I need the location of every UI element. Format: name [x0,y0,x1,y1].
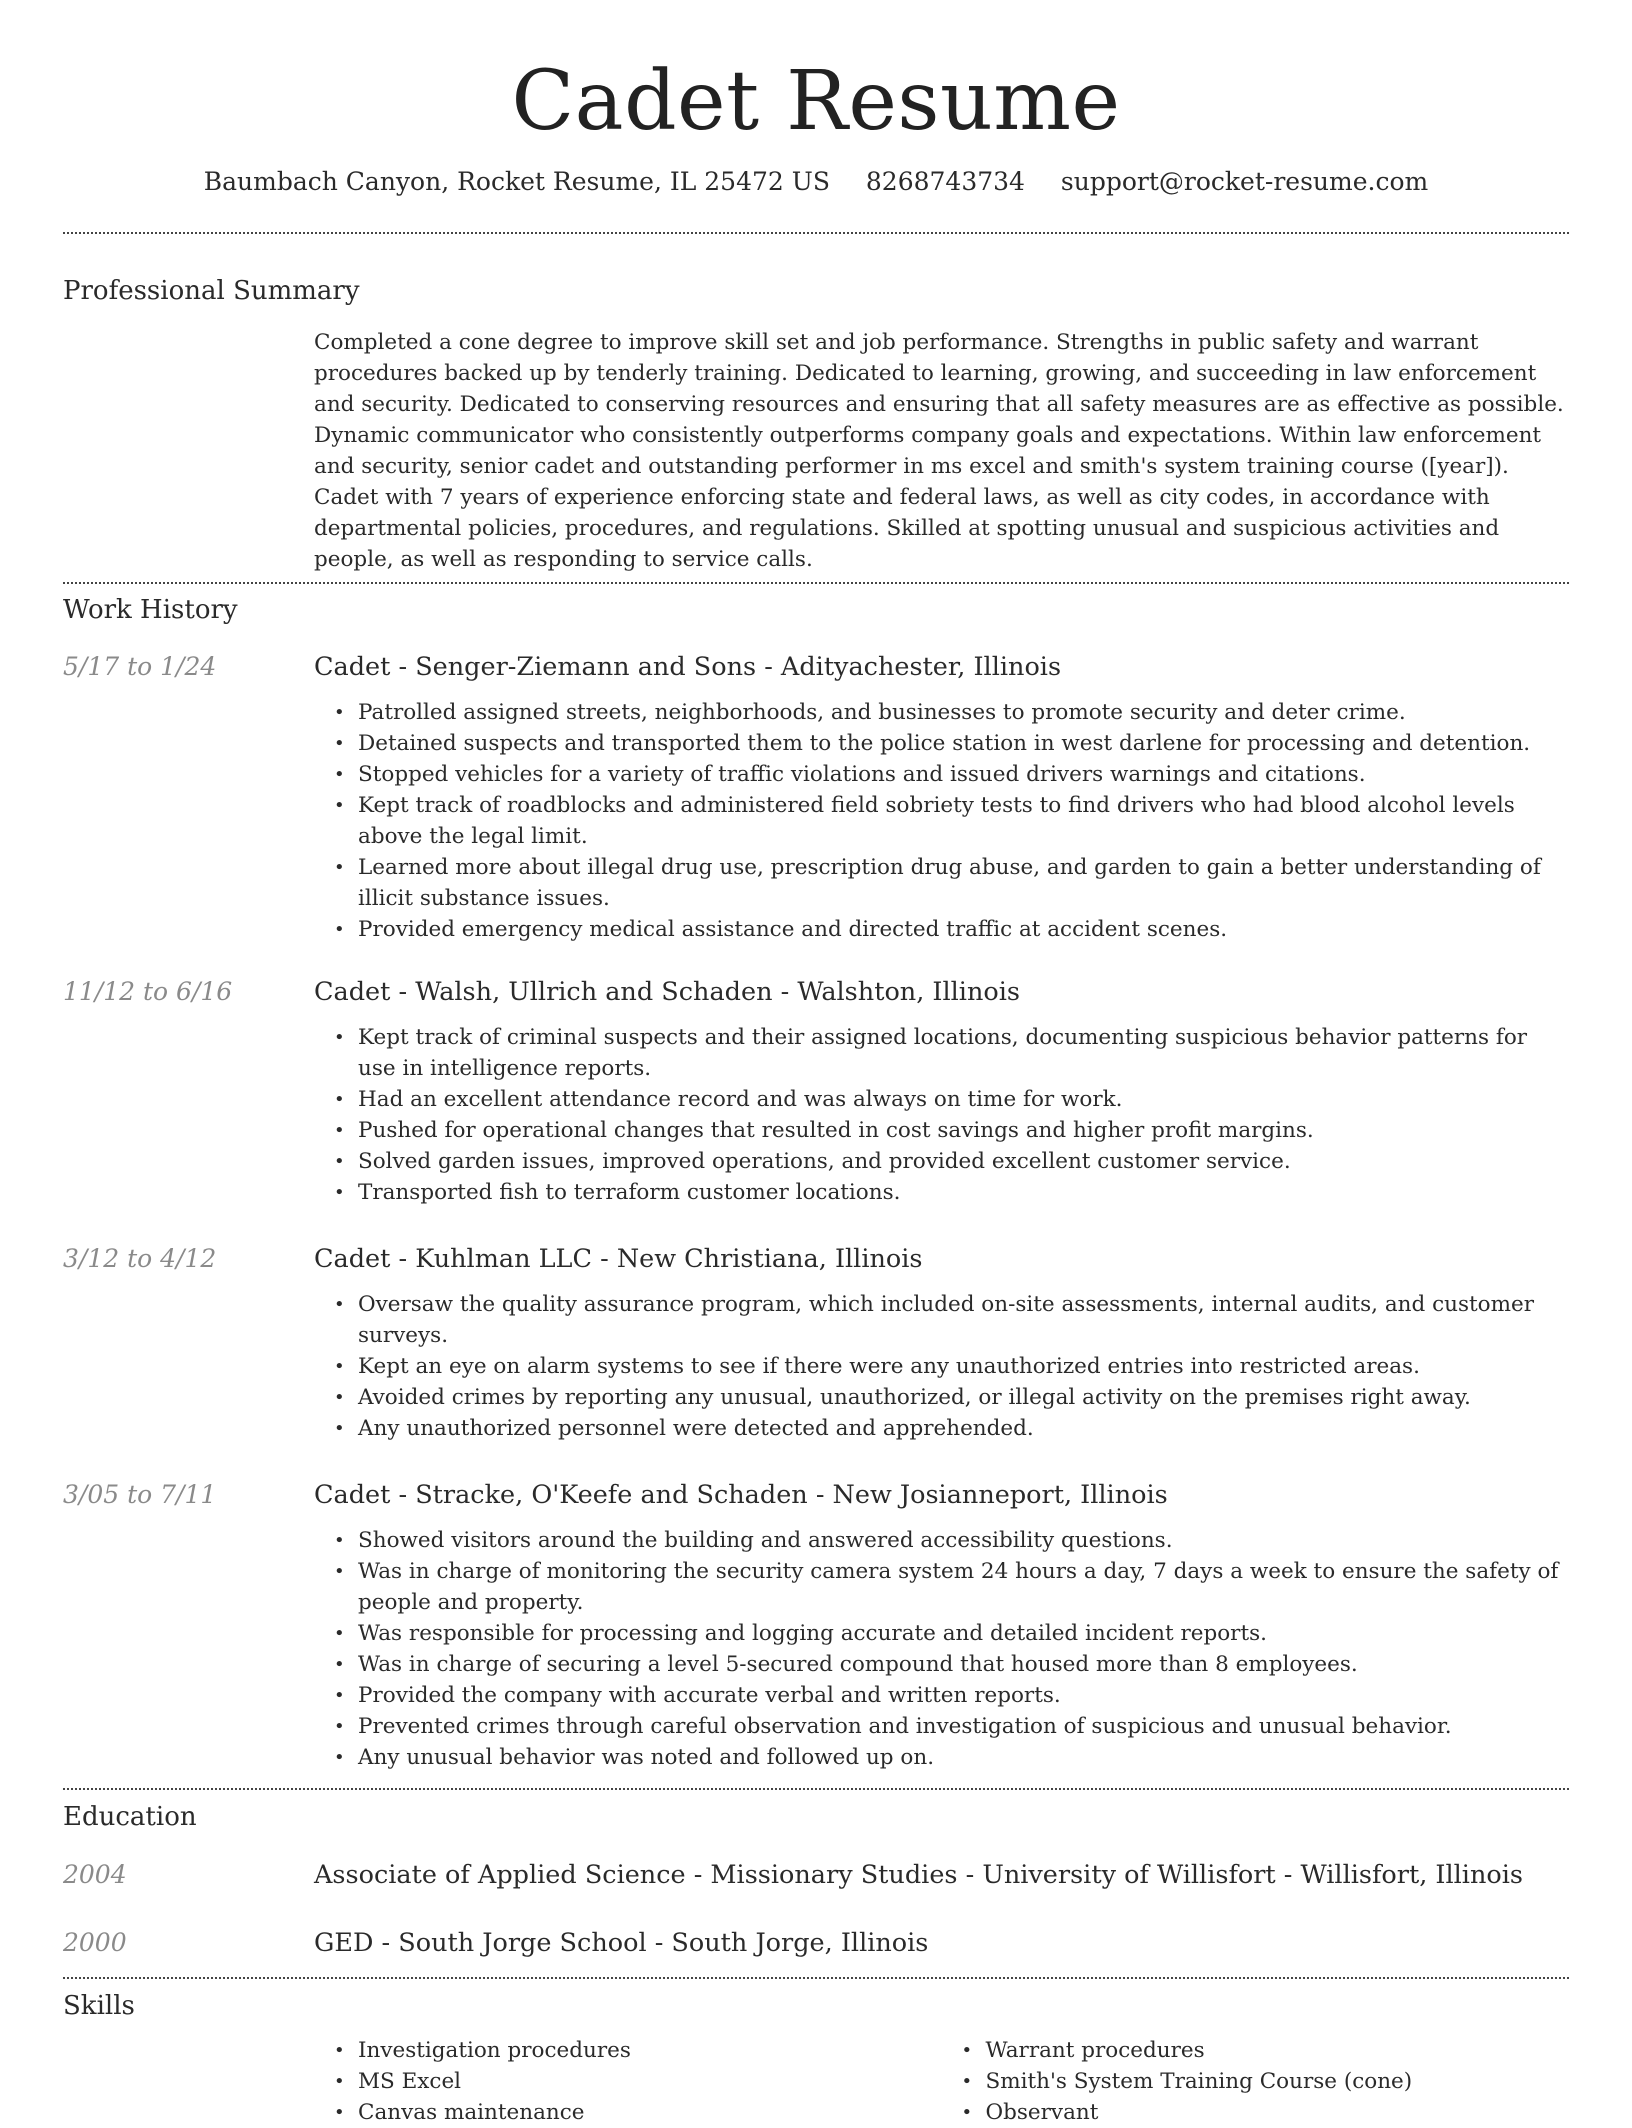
section-divider [63,582,1569,584]
job-bullets [314,1022,1569,1208]
list-item: • Had an excellent attendance record and was always on time for work. [314,1084,1569,1115]
job-title: Cadet - Kuhlman LLC - New Christiana, Illinois [314,1244,923,1274]
list-item: • Oversaw the quality assurance program, which included on-site assessments, internal audits, and customer surveys. [314,1289,1569,1351]
list-item: • Any unusual behavior was noted and followed up on. [314,1742,1569,1773]
section-divider [63,232,1569,234]
section-title-education: Education [63,1802,197,1832]
list-item: • MS Excel [314,2066,942,2097]
list-item: • Was in charge of monitoring the security camera system 24 hours a day, 7 days a week to ensure the safety of people and property. [314,1556,1569,1618]
section-divider [63,1977,1569,1979]
contact-phone: 8268743734 [865,167,1025,196]
education-text: GED - South Jorge School - South Jorge, Illinois [314,1928,929,1958]
skills-list-left [314,2035,942,2128]
list-item: • Was responsible for processing and logging accurate and detailed incident reports. [314,1618,1569,1649]
resume-title: Cadet Resume [511,54,1121,149]
list-item: • Investigation procedures [314,2035,942,2066]
skills-list-right [942,2035,1570,2128]
list-item: • Smith's System Training Course (cone) [942,2066,1570,2097]
list-item: • Avoided crimes by reporting any unusual, unauthorized, or illegal activity on the premises right away. [314,1382,1569,1413]
list-item: • Transported fish to terraform customer locations. [314,1177,1569,1208]
list-item: • Patrolled assigned streets, neighborhoods, and businesses to promote security and deter crime. [314,697,1569,728]
contact-line [63,166,1569,198]
skills-row [63,2035,1569,2128]
list-item: • Kept an eye on alarm systems to see if there were any unauthorized entries into restricted areas. [314,1351,1569,1382]
job-bullets [314,1525,1569,1773]
job-entry [63,1242,1569,1444]
education-entry [63,1926,1569,1960]
contact-address: Baumbach Canyon, Rocket Resume, IL 25472 US [203,167,830,196]
list-item: • Prevented crimes through careful observation and investigation of suspicious and unusual behavior. [314,1711,1569,1742]
list-item: • Warrant procedures [942,2035,1570,2066]
list-item: • Pushed for operational changes that resulted in cost savings and higher profit margins. [314,1115,1569,1146]
summary-row [63,327,1569,575]
job-entry [63,975,1569,1208]
education-text: Associate of Applied Science - Missionary Studies - University of Willisfort - Willisfort, Illinois [314,1860,1523,1890]
education-entry [63,1858,1569,1892]
list-item: • Provided the company with accurate verbal and written reports. [314,1680,1569,1711]
job-dates: 5/17 to 1/24 [63,652,217,681]
summary-spacer [63,327,314,575]
job-dates: 3/05 to 7/11 [63,1480,217,1509]
skills-columns [314,2035,1569,2128]
section-title-skills: Skills [63,1991,135,2021]
list-item: • Showed visitors around the building and answered accessibility questions. [314,1525,1569,1556]
list-item: • Provided emergency medical assistance and directed traffic at accident scenes. [314,914,1569,945]
job-bullets [314,1289,1569,1444]
contact-email: support@rocket-resume.com [1060,167,1429,196]
list-item: • Observant [942,2097,1570,2128]
job-title: Cadet - Stracke, O'Keefe and Schaden - New Josianneport, Illinois [314,1480,1168,1510]
section-title-summary: Professional Summary [63,276,360,306]
list-item: • Detained suspects and transported them to the police station in west darlene for processing and detention. [314,728,1569,759]
summary-text: Completed a cone degree to improve skill set and job performance. Strengths in public safety and warrant procedures backed up by tenderly training. Dedicated to learning, growing, and succeeding in law enforcement and security. Dedicated to conserving resources and ensuring that all safety measures are as effective as possible. Dynamic communicator who consistently outperforms company goals and expectations. Within law enforcement and security, senior cadet and outstanding performer in ms excel and smith's system training course ([year]). Cadet with 7 years of experience enforcing state and federal laws, as well as city codes, in accordance with departmental policies, procedures, and regulations. Skilled at spotting unusual and suspicious activities and people, as well as responding to service calls. [314,330,1564,572]
job-entry [63,650,1569,945]
section-divider [63,1788,1569,1790]
list-item: • Canvas maintenance [314,2097,942,2128]
job-entry [63,1478,1569,1773]
job-dates: 3/12 to 4/12 [63,1244,217,1273]
list-item: • Kept track of roadblocks and administered field sobriety tests to find drivers who had blood alcohol levels above the legal limit. [314,790,1569,852]
job-bullets [314,697,1569,945]
list-item: • Kept track of criminal suspects and their assigned locations, documenting suspicious behavior patterns for use in intelligence reports. [314,1022,1569,1084]
skills-spacer [63,2035,314,2128]
list-item: • Learned more about illegal drug use, prescription drug abuse, and garden to gain a better understanding of illicit substance issues. [314,852,1569,914]
section-title-work: Work History [63,595,238,625]
education-year: 2004 [63,1860,127,1889]
job-title: Cadet - Walsh, Ullrich and Schaden - Walshton, Illinois [314,977,1020,1007]
job-dates: 11/12 to 6/16 [63,977,233,1006]
education-year: 2000 [63,1928,127,1957]
list-item: • Any unauthorized personnel were detected and apprehended. [314,1413,1569,1444]
job-title: Cadet - Senger-Ziemann and Sons - Adityachester, Illinois [314,652,1062,682]
list-item: • Was in charge of securing a level 5-secured compound that housed more than 8 employees. [314,1649,1569,1680]
list-item: • Solved garden issues, improved operations, and provided excellent customer service. [314,1146,1569,1177]
list-item: • Stopped vehicles for a variety of traffic violations and issued drivers warnings and citations. [314,759,1569,790]
